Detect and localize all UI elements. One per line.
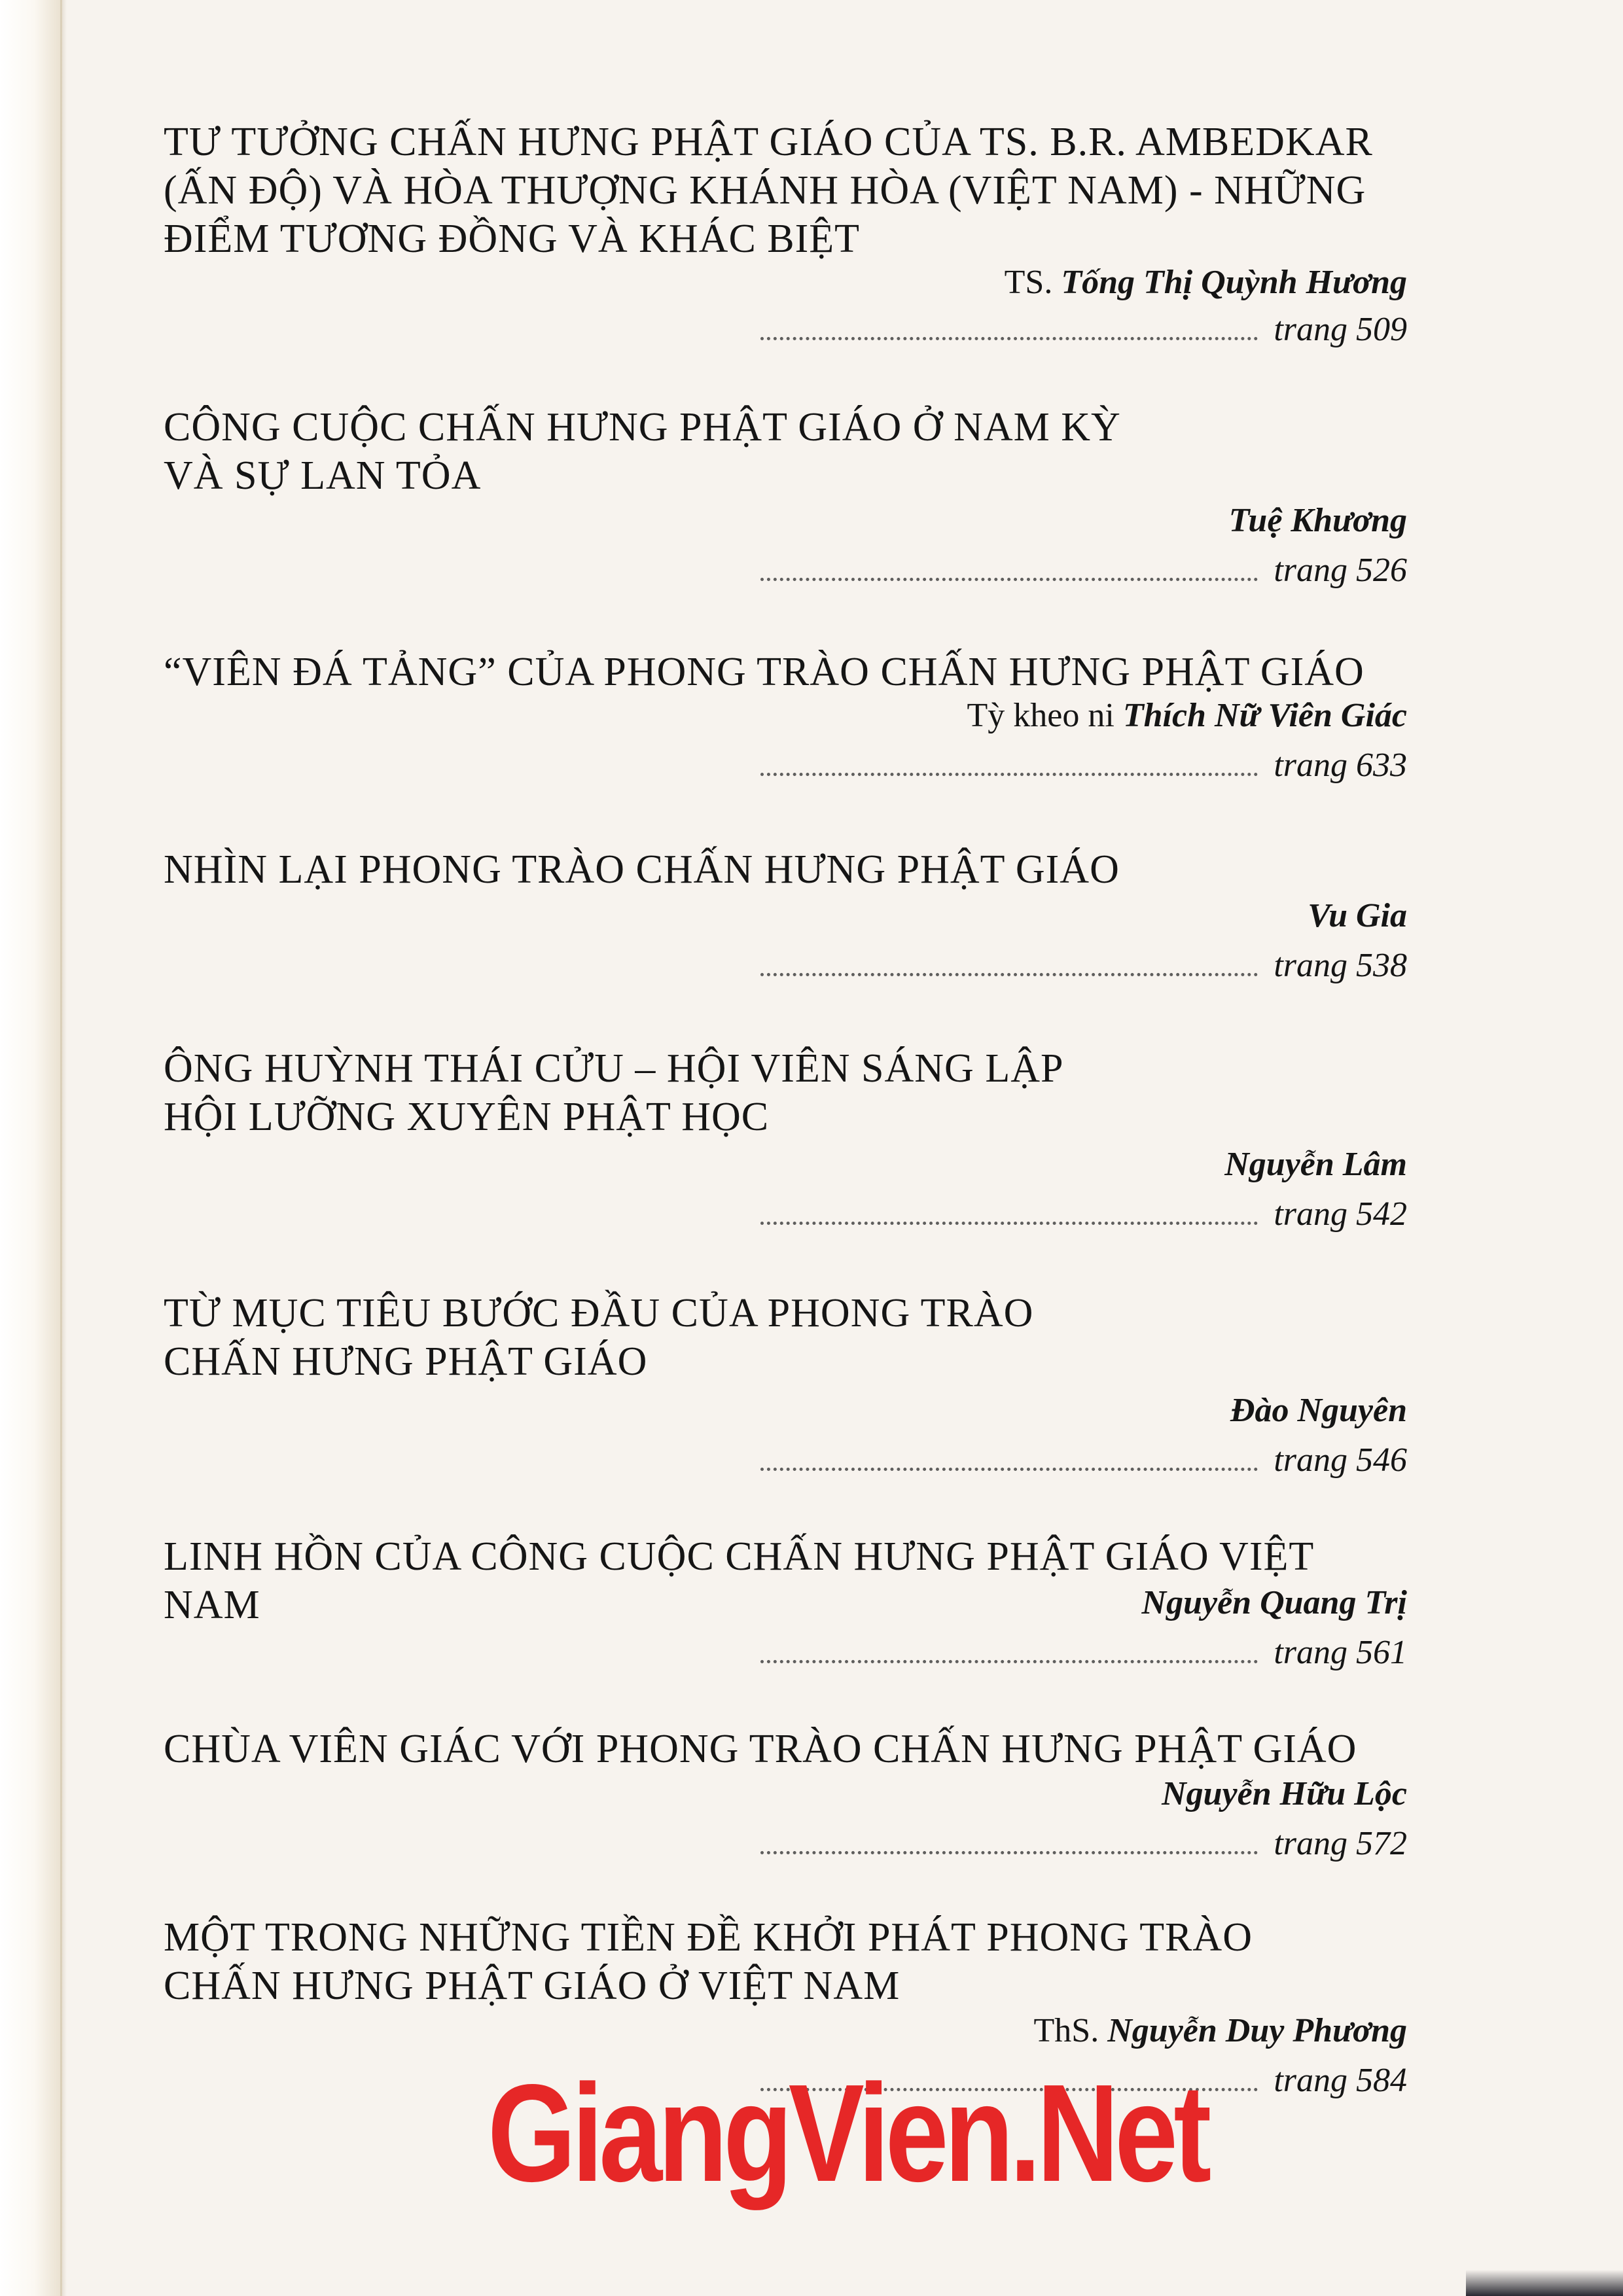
author-name: Tống Thị Quỳnh Hương: [1061, 264, 1407, 301]
leader-dots: [760, 1828, 1258, 1854]
entry-page: trang 546: [1274, 1441, 1407, 1479]
author-name: Đào Nguyên: [1230, 1392, 1407, 1429]
leader-dots: [760, 749, 1258, 776]
watermark-text: GiangVien.Net: [488, 2055, 1207, 2210]
entry-page: trang 633: [1274, 747, 1407, 784]
entry-author: [1224, 1145, 1407, 1184]
entry-page: trang 542: [1274, 1195, 1407, 1233]
entry-author: [1230, 1391, 1407, 1430]
entry-title: “VIÊN ĐÁ TẢNG” CỦA PHONG TRÀO CHẤN HƯNG PHẬT GIÁO: [164, 650, 1364, 694]
entry-title: CHÙA VIÊN GIÁC VỚI PHONG TRÀO CHẤN HƯNG PHẬT GIÁO: [164, 1727, 1357, 1771]
author-name: Nguyễn Lâm: [1224, 1146, 1407, 1183]
entry-title: TƯ TƯỞNG CHẤN HƯNG PHẬT GIÁO CỦA TS. B.R. AMBEDKAR (ẤN ĐỘ) VÀ HÒA THƯỢNG KHÁNH HÒA (VIỆT NAM) - NHỮNG ĐIỂM TƯƠNG ĐỒNG VÀ KHÁC BIỆT: [164, 120, 1373, 261]
entry-page: trang 572: [1274, 1825, 1407, 1862]
entry-page-line: [760, 946, 1407, 985]
entry-page: trang 509: [1274, 311, 1407, 348]
entry-page-line: [760, 1441, 1407, 1480]
author-name: Thích Nữ Viên Giác: [1122, 697, 1407, 734]
entry-page-line: [760, 1195, 1407, 1234]
author-name: Tuệ Khương: [1228, 502, 1407, 539]
author-name: Nguyễn Duy Phương: [1107, 2012, 1407, 2049]
entry-title: CÔNG CUỘC CHẤN HƯNG PHẬT GIÁO Ở NAM KỲ VÀ SỰ LAN TỎA: [164, 405, 1121, 498]
leader-dots: [760, 1198, 1258, 1225]
author-name: Vu Gia: [1308, 897, 1407, 934]
entry-page: trang 538: [1274, 947, 1407, 984]
author-prefix: TS.: [1004, 264, 1061, 301]
entry-author: [1308, 896, 1407, 936]
entry-title: MỘT TRONG NHỮNG TIỀN ĐỀ KHỞI PHÁT PHONG TRÀO CHẤN HƯNG PHẬT GIÁO Ở VIỆT NAM: [164, 1915, 1253, 2008]
entry-page: trang 561: [1274, 1634, 1407, 1671]
author-name: Nguyễn Quang Trị: [1141, 1584, 1407, 1621]
leader-dots: [760, 1636, 1258, 1663]
entry-page-line: [760, 746, 1407, 785]
entry-author: [1034, 2011, 1407, 2051]
entry-title: NHÌN LẠI PHONG TRÀO CHẤN HƯNG PHẬT GIÁO: [164, 847, 1120, 892]
entry-page-line: [760, 1824, 1407, 1863]
entry-author: [967, 696, 1407, 735]
entry-page-line: [760, 551, 1407, 590]
entry-title: ÔNG HUỲNH THÁI CỬU – HỘI VIÊN SÁNG LẬP HỘI LƯỠNG XUYÊN PHẬT HỌC: [164, 1046, 1064, 1139]
author-prefix: Tỳ kheo ni: [967, 697, 1123, 734]
leader-dots: [760, 1444, 1258, 1471]
leader-dots: [760, 554, 1258, 581]
entry-page-line: [760, 310, 1407, 349]
entry-author: [1005, 263, 1407, 302]
leader-dots: [760, 313, 1258, 340]
entry-title: LINH HỒN CỦA CÔNG CUỘC CHẤN HƯNG PHẬT GIÁO VIỆT NAM: [164, 1534, 1314, 1627]
entry-author: [1142, 1583, 1407, 1623]
entry-title: TỪ MỤC TIÊU BƯỚC ĐẦU CỦA PHONG TRÀO CHẤN HƯNG PHẬT GIÁO: [164, 1291, 1034, 1384]
entry-page: trang 584: [1274, 2062, 1407, 2099]
author-prefix: ThS.: [1033, 2012, 1108, 2049]
author-name: Nguyễn Hữu Lộc: [1162, 1775, 1407, 1812]
entry-author: [1229, 501, 1407, 540]
entry-page: trang 526: [1274, 552, 1407, 589]
entry-author: [1162, 1775, 1407, 1814]
leader-dots: [760, 949, 1258, 976]
entry-page-line: [760, 1633, 1407, 1672]
